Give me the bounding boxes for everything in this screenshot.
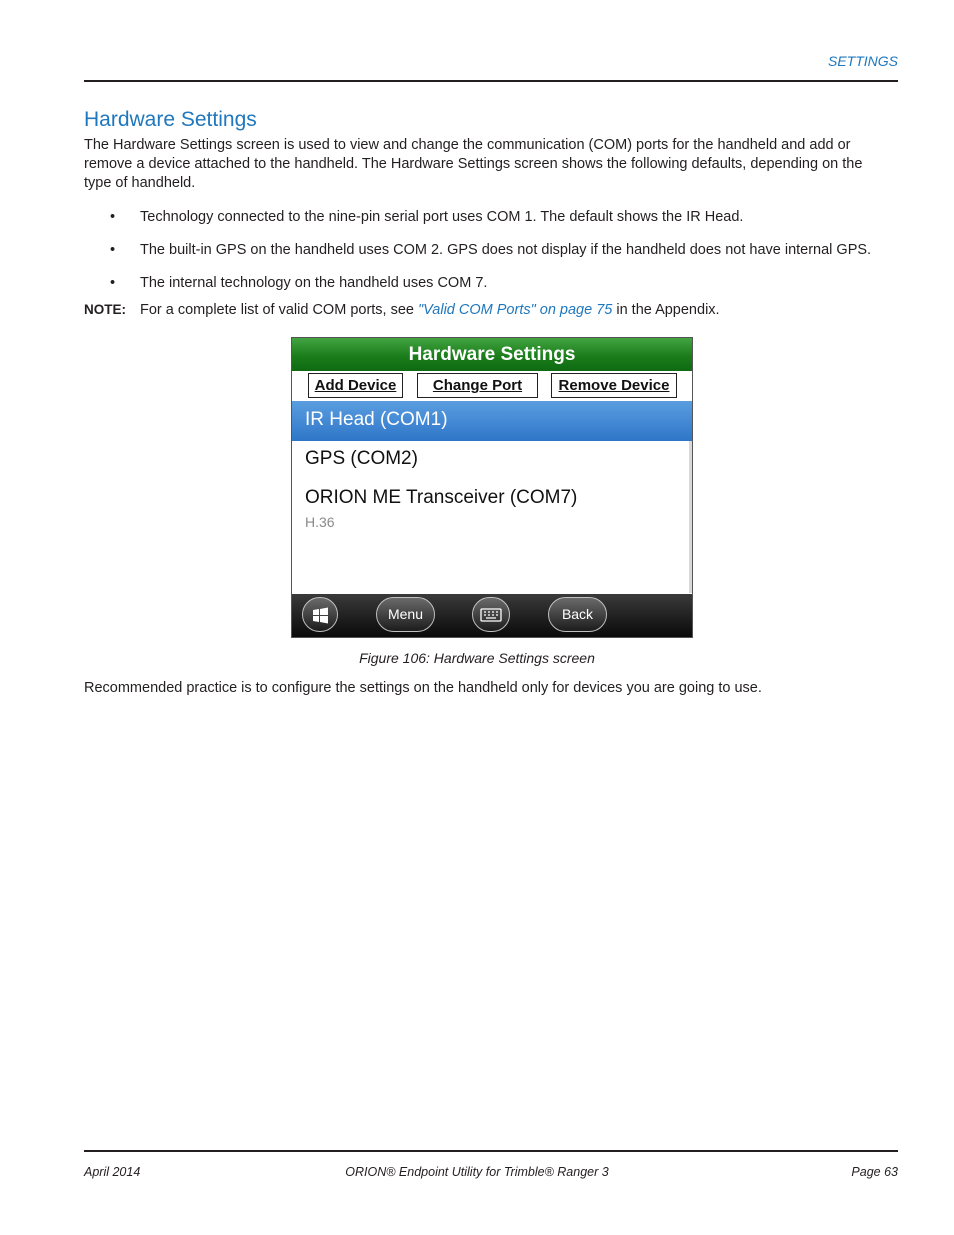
device-label: GPS (COM2): [305, 448, 418, 469]
note: [84, 300, 720, 320]
top-rule: [84, 80, 898, 82]
bullet-text: Technology connected to the nine-pin serial port uses COM 1. The default shows the IR Head.: [140, 209, 744, 225]
valid-com-ports-link[interactable]: "Valid COM Ports" on page 75: [418, 302, 613, 318]
bottom-soft-bar: [292, 594, 692, 637]
device-list-item[interactable]: [292, 448, 692, 478]
device-label: IR Head (COM1): [305, 409, 448, 430]
menu-button[interactable]: Menu: [376, 597, 435, 632]
note-text: For a complete list of valid COM ports, see: [140, 302, 419, 318]
remove-device-button[interactable]: Remove Device: [551, 373, 677, 398]
version-text: H.36: [305, 514, 335, 530]
bullet-mark: •: [110, 242, 116, 258]
windows-start-icon[interactable]: [302, 597, 338, 632]
device-list-item-selected[interactable]: [292, 401, 692, 441]
bullet-text: The built-in GPS on the handheld uses COM 2. GPS does not display if the handheld does not have internal GPS.: [140, 242, 872, 258]
footer-page-number: Page 63: [851, 1165, 898, 1179]
figure-caption: Figure 106: Hardware Settings screen: [359, 650, 595, 666]
device-label: ORION ME Transceiver (COM7): [305, 487, 578, 508]
footer-doc-title: ORION® Endpoint Utility for Trimble® Ranger 3: [345, 1165, 609, 1179]
screen-title-bar: Hardware Settings: [292, 338, 692, 371]
bullet-text: The internal technology on the handheld uses COM 7.: [140, 275, 488, 291]
bullet-mark: •: [110, 275, 116, 291]
note-text-end: in the Appendix.: [612, 302, 720, 318]
add-device-button[interactable]: Add Device: [308, 373, 403, 398]
bottom-rule: [84, 1150, 898, 1152]
section-title: Hardware Settings: [84, 108, 257, 131]
closing-paragraph: Recommended practice is to configure the settings on the handheld only for devices you are going to use.: [84, 680, 762, 696]
keyboard-icon[interactable]: [472, 597, 510, 632]
change-port-button[interactable]: Change Port: [417, 373, 538, 398]
back-button[interactable]: Back: [548, 597, 607, 632]
note-label: NOTE:: [84, 302, 126, 317]
hardware-settings-screenshot: [291, 337, 693, 638]
intro-paragraph: The Hardware Settings screen is used to view and change the communication (COM) ports for the handheld and add or remove a device attached to the handheld. The Hardware Settings screen shows the following defaults, depending on the type of handheld.: [84, 137, 863, 191]
scrollbar[interactable]: [689, 441, 692, 593]
device-list-item[interactable]: [292, 487, 692, 517]
footer-date: April 2014: [84, 1165, 141, 1179]
bullet-mark: •: [110, 209, 116, 225]
running-head: SETTINGS: [827, 53, 898, 69]
